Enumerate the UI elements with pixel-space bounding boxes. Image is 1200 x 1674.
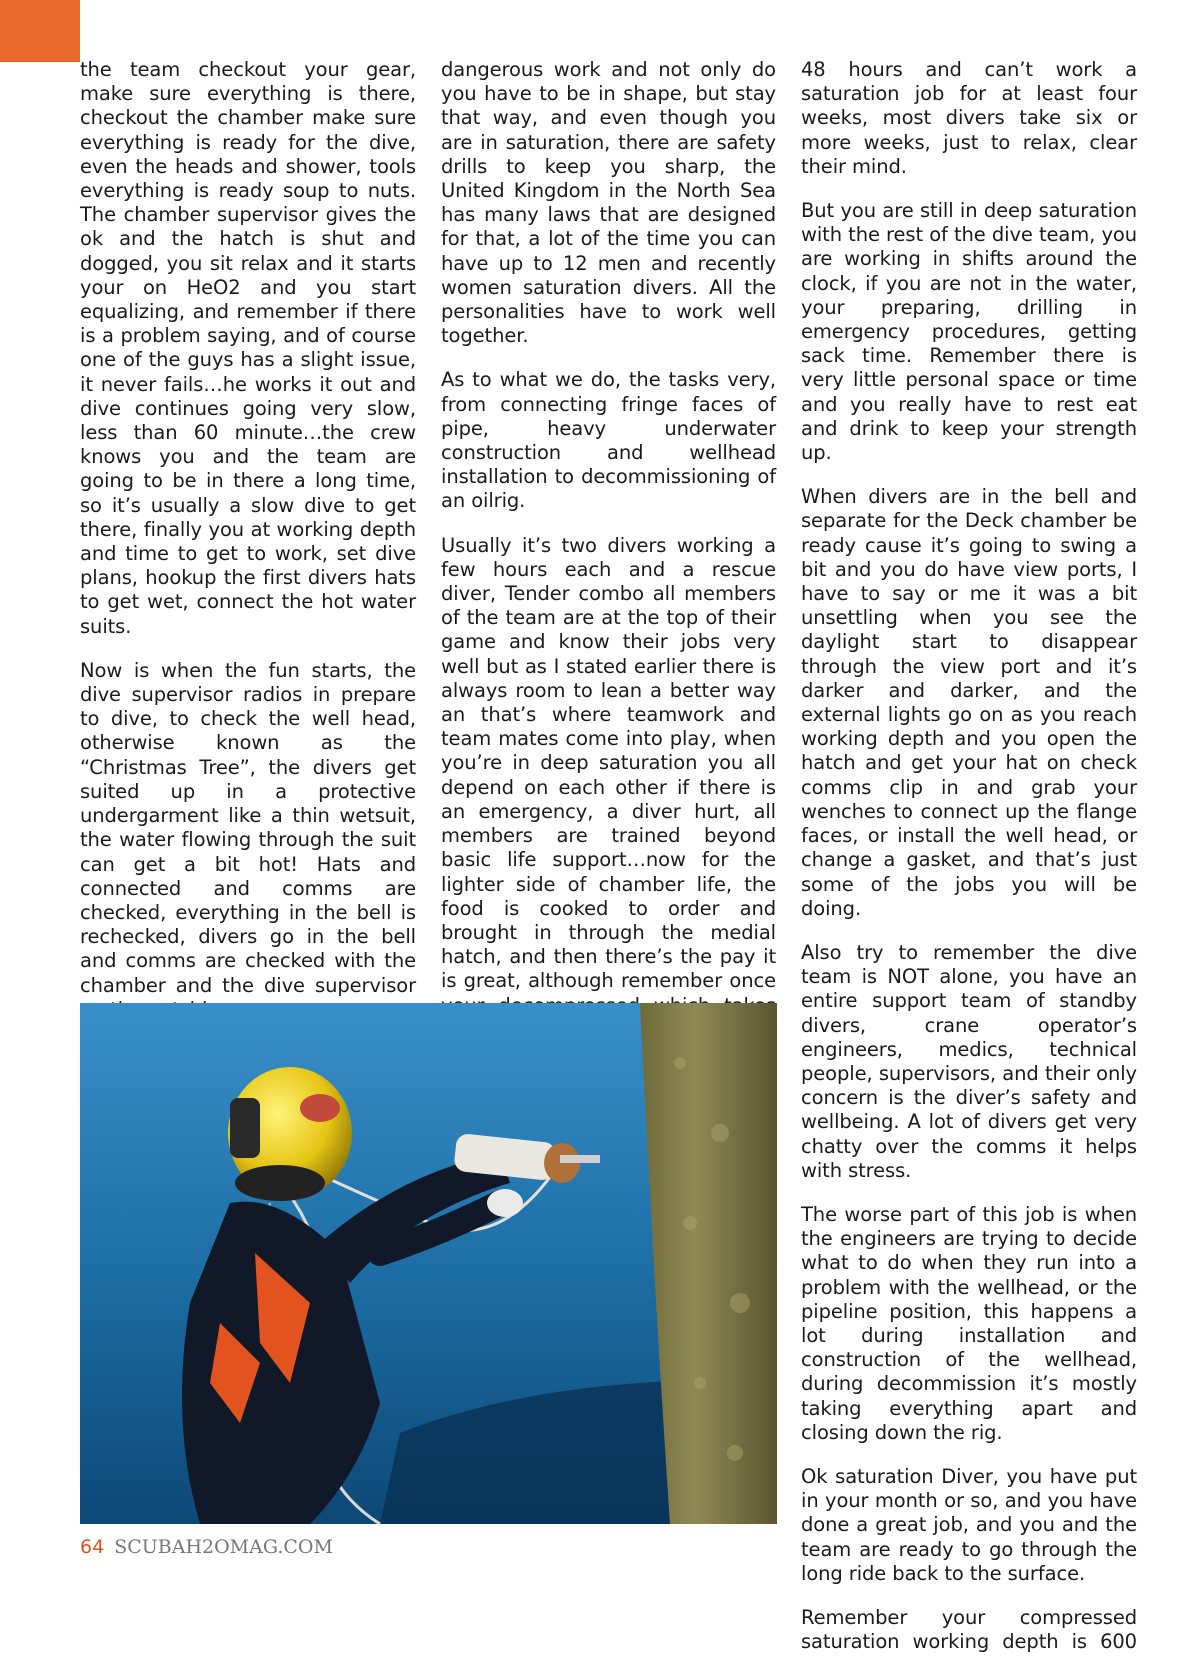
paragraph: Now is when the fun starts, the dive supervisor radios in prepare to dive, to check the well head, otherwise known as the “Christmas Tree”, the divers get suited up in a protective undergarment like a thin wetsuit, the water flowing through the suit can get a bit hot! Hats and connected and comms are checked, everything in the bell is rechecked, divers go in the bell and comms are checked with the chamber and the dive supervisor [80, 658, 416, 997]
paragraph: Ok saturation Diver, you have put in your month or so, and you have done a great job, and you and the team are ready to go through the long ride back to the surface. [801, 1464, 1137, 1585]
text-column-1 [80, 58, 416, 1086]
orange-corner-tab [0, 0, 80, 62]
text-column-3 [801, 58, 1137, 1674]
page-footer [80, 1536, 333, 1558]
text-column-2 [441, 58, 776, 1110]
paragraph: dangerous work and not only do you have to be in shape, but stay that way, and even though you are in saturation, there are safety drills to keep you sharp, the United Kingdom in the North Sea has many laws that are designed for that, a lot of the time you can have up to 12 men and recently women saturation divers. All the personalities have to work well together. [441, 58, 776, 348]
paragraph: Remember your compressed saturation working depth is 600 [801, 1605, 1137, 1654]
paragraph: As to what we do, the tasks very, from connecting fringe faces of pipe, heavy underwater construction and wellhead installation to decommissioning of an oilrig. [441, 368, 776, 513]
paragraph: But you are still in deep saturation with the rest of the dive team, you are working in shifts around the clock, if you are not in the water, your preparing, drilling in emergency procedures, getting sack time. Remember there is very little personal space or time and you really have to rest eat and drink to keep your strength up. [801, 199, 1137, 465]
paragraph: Usually it’s two divers working a few hours each and a rescue diver, Tender combo all members of the team are at the top of their game and know their jobs very well but as I stated earlier there is always room to lean a better way an that’s where teamwork and team mates come into play, when you’re in deep saturation you all depend on each other if there is an emergency, a diver hurt, all members are trained beyond basic life support…now for the lighter side of chamber life, the food is cooked to order and brought in through the medial hatch, and then there’s the pay it is great, although remember once [441, 533, 776, 993]
website-url: SCUBAH2OMAG.COM [114, 1536, 333, 1558]
paragraph: The worse part of this job is when the engineers are trying to decide what to do when they run into a problem with the wellhead, or the pipeline position, this happens a lot during installation and construction of the wellhead, during decommission it’s mostly taking everything apart and closing down the rig. [801, 1202, 1137, 1444]
diver-photo [80, 1003, 777, 1524]
paragraph: 48 hours and can’t work a saturation job for at least four weeks, most divers take six or more weeks, just to relax, clear their mind. [801, 58, 1137, 178]
paragraph: Also try to remember the dive team is NOT alone, you have an entire support team of standby divers, crane operator’s engineers, medics, technical people, supervisors, and their only concern is the diver’s safety and wellbeing. A lot of divers get very chatty over the comms it helps with stress. [801, 940, 1137, 1182]
paragraph: When divers are in the bell and separate for the Deck chamber be ready cause it’s going to swing a bit and you do have view ports, I have to say or me it was a bit unsettling when you see the daylight start to disappear through the view port and it’s darker and darker, and the external lights go on as you reach working depth and you open the hatch and get your hat on check comms clip in and grab your wenches to connect up the flange faces, or install the well head, or change a gasket, and that’s just some of the jobs you will be doing. [801, 485, 1137, 920]
page-number: 64 [80, 1536, 105, 1558]
paragraph: the team checkout your gear, make sure everything is there, checkout the chamber make sure everything is ready for the dive, even the heads and shower, tools everything is ready soup to nuts. The chamber supervisor gives the ok and the hatch is shut and dogged, you sit relax and it starts your on HeO2 and you start equalizing, and remember if there is a problem saying, and of course one of the guys has a slight issue, it never fails…he works it out and dive continues going very slow, less than 60 minute…the crew knows you and the team are going to be in there a long time, so it’s usually a slow dive to get there, finally you at working depth and time to get to work, set dive plans, hookup the first divers hats to get wet, connect the hot water suits. [80, 58, 416, 638]
